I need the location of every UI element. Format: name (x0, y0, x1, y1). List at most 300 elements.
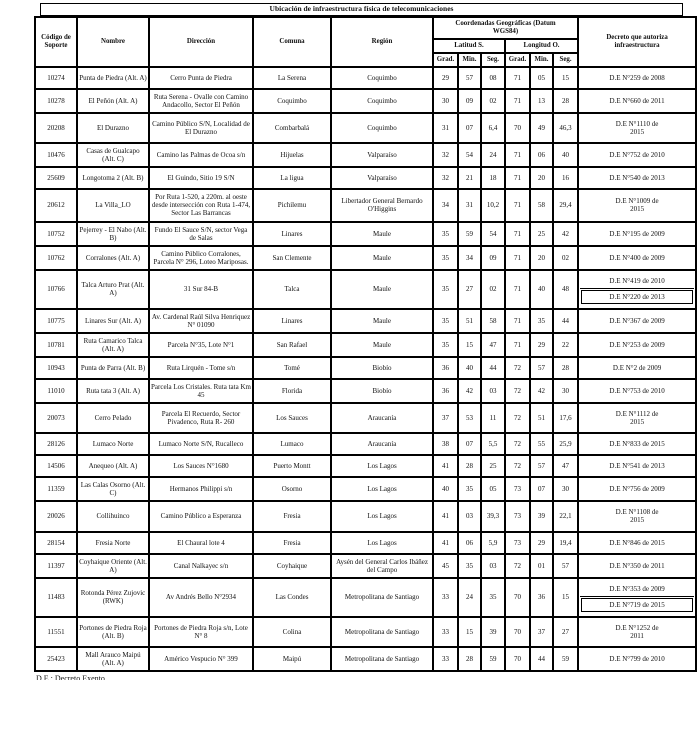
cell-comuna: Coquimbo (253, 89, 331, 113)
cell-latitud-seg: 02 (481, 270, 505, 309)
cell-decreto (578, 433, 696, 455)
table-row (35, 379, 696, 403)
cell-latitud-grad: 33 (433, 647, 458, 671)
cell-nombre: El Durazno (77, 113, 149, 143)
cell-longitud-grad: 72 (505, 403, 530, 433)
decreto-entry (580, 652, 694, 666)
cell-region: Los Lagos (331, 532, 433, 554)
cell-comuna: Coyhaique (253, 554, 331, 578)
cell-longitud-seg: 47 (553, 455, 578, 477)
table-row (35, 333, 696, 357)
decreto-entry (580, 437, 694, 451)
decreto-text: D.E N°846 de 2015 (609, 538, 665, 547)
decreto-entry (580, 505, 694, 527)
footnote (36, 674, 695, 680)
cell-longitud-grad: 72 (505, 455, 530, 477)
cell-decreto (578, 379, 696, 403)
cell-codigo: 28154 (35, 532, 77, 554)
cell-codigo: 25609 (35, 167, 77, 189)
cell-comuna: Maipú (253, 647, 331, 671)
cell-direccion: Fundo El Sauce S/N, sector Vega de Salas (149, 222, 253, 246)
cell-decreto (578, 647, 696, 671)
cell-nombre: El Peñón (Alt. A) (77, 89, 149, 113)
decreto-entry (580, 384, 694, 398)
cell-longitud-grad: 71 (505, 89, 530, 113)
cell-longitud-seg: 59 (553, 647, 578, 671)
cell-direccion: Camino Público S/N, Localidad de El Durazno (149, 113, 253, 143)
cell-direccion: Américo Vespucio N° 399 (149, 647, 253, 671)
cell-direccion: Camino las Palmas de Ocoa s/n (149, 143, 253, 167)
cell-latitud-seg: 08 (481, 67, 505, 89)
cell-latitud-seg: 58 (481, 309, 505, 333)
cell-latitud-seg: 54 (481, 222, 505, 246)
cell-codigo: 10476 (35, 143, 77, 167)
cell-longitud-seg: 40 (553, 143, 578, 167)
decreto-entry (580, 171, 694, 185)
cell-codigo: 10775 (35, 309, 77, 333)
cell-longitud-grad: 72 (505, 433, 530, 455)
cell-nombre: Lumaco Norte (77, 433, 149, 455)
cell-longitud-grad: 71 (505, 189, 530, 221)
cell-longitud-seg: 22,1 (553, 501, 578, 531)
cell-region: Maule (331, 246, 433, 270)
cell-longitud-grad: 73 (505, 477, 530, 501)
cell-longitud-min: 05 (530, 67, 553, 89)
cell-codigo: 20073 (35, 403, 77, 433)
cell-codigo: 10766 (35, 270, 77, 309)
cell-direccion: Canal Nalkayec s/n (149, 554, 253, 578)
cell-region: Valparaíso (331, 167, 433, 189)
cell-decreto (578, 403, 696, 433)
cell-longitud-grad: 71 (505, 270, 530, 309)
decreto-text: D.E N°350 de 2011 (609, 561, 665, 570)
cell-direccion: Lumaco Norte S/N, Rucalleco (149, 433, 253, 455)
cell-latitud-seg: 35 (481, 578, 505, 617)
cell-latitud-min: 15 (458, 617, 481, 647)
cell-latitud-grad: 35 (433, 333, 458, 357)
cell-nombre: Punta de Piedra (Alt. A) (77, 67, 149, 89)
cell-region: Maule (331, 309, 433, 333)
cell-comuna: Combarbalá (253, 113, 331, 143)
col-header-region (331, 17, 433, 67)
cell-decreto (578, 554, 696, 578)
cell-region: Maule (331, 222, 433, 246)
cell-direccion: Ruta Serena - Ovalle con Camino Andacollo, Sector El Peñón (149, 89, 253, 113)
cell-comuna: Linares (253, 222, 331, 246)
cell-decreto (578, 309, 696, 333)
cell-codigo: 10278 (35, 89, 77, 113)
cell-longitud-min: 20 (530, 167, 553, 189)
header-row-main (35, 17, 696, 39)
cell-direccion: El Guindo, Sitio 19 S/N (149, 167, 253, 189)
cell-nombre: La Villa_LO (77, 189, 149, 221)
cell-latitud-min: 24 (458, 578, 481, 617)
col-header-lat-seg: Seg. (481, 53, 505, 67)
cell-codigo: 14506 (35, 455, 77, 477)
cell-nombre: Ruta Camarico Talca (Alt. A) (77, 333, 149, 357)
cell-nombre: Talca Arturo Prat (Alt. A) (77, 270, 149, 309)
decreto-text: D.E N°353 de 2009 (609, 584, 665, 593)
table-row (35, 167, 696, 189)
cell-latitud-grad: 35 (433, 246, 458, 270)
cell-latitud-grad: 35 (433, 270, 458, 309)
col-header-codigo (35, 17, 77, 67)
cell-longitud-min: 13 (530, 89, 553, 113)
table-title: Ubicación de infraestructura física de telecomunicaciones (40, 3, 683, 16)
cell-longitud-grad: 71 (505, 222, 530, 246)
decreto-entry (581, 290, 693, 304)
cell-nombre: Cerro Pelado (77, 403, 149, 433)
col-header-coordenadas (433, 17, 578, 39)
cell-direccion: Los Sauces N°1680 (149, 455, 253, 477)
cell-latitud-min: 28 (458, 455, 481, 477)
cell-nombre: Longotoma 2 (Alt. B) (77, 167, 149, 189)
cell-latitud-grad: 41 (433, 532, 458, 554)
cell-latitud-grad: 32 (433, 143, 458, 167)
cell-latitud-seg: 59 (481, 647, 505, 671)
cell-latitud-grad: 41 (433, 455, 458, 477)
decreto-entry (580, 194, 694, 216)
cell-comuna: Fresia (253, 501, 331, 531)
col-header-lat-grad: Grad. (433, 53, 458, 67)
cell-comuna: Las Condes (253, 578, 331, 617)
cell-codigo: 20026 (35, 501, 77, 531)
decreto-text: D.E N°367 de 2009 (609, 316, 665, 325)
decreto-text: D.E N°195 de 2009 (609, 229, 665, 238)
decreto-entry (580, 117, 694, 139)
cell-codigo: 20208 (35, 113, 77, 143)
cell-region: Los Lagos (331, 501, 433, 531)
cell-nombre: Punta de Parra (Alt. B) (77, 357, 149, 379)
cell-latitud-seg: 10,2 (481, 189, 505, 221)
cell-latitud-min: 35 (458, 477, 481, 501)
cell-latitud-seg: 09 (481, 246, 505, 270)
cell-comuna: Los Sauces (253, 403, 331, 433)
table-row (35, 67, 696, 89)
cell-nombre: Portones de Piedra Roja (Alt. B) (77, 617, 149, 647)
cell-comuna: Talca (253, 270, 331, 309)
cell-latitud-grad: 33 (433, 578, 458, 617)
cell-direccion: Cerro Punta de Piedra (149, 67, 253, 89)
col-header-longitud: Longitud O. (505, 39, 578, 53)
col-header-lon-seg: Seg. (553, 53, 578, 67)
decreto-entry (580, 274, 694, 289)
decreto-text: D.E N°541 de 2013 (609, 462, 665, 471)
document-page (34, 3, 695, 680)
cell-region: Araucanía (331, 403, 433, 433)
cell-latitud-seg: 5,5 (481, 433, 505, 455)
cell-latitud-grad: 34 (433, 189, 458, 221)
cell-longitud-min: 57 (530, 455, 553, 477)
cell-latitud-min: 28 (458, 647, 481, 671)
cell-region: Coquimbo (331, 67, 433, 89)
cell-longitud-grad: 71 (505, 246, 530, 270)
cell-longitud-grad: 71 (505, 143, 530, 167)
cell-latitud-min: 03 (458, 501, 481, 531)
cell-comuna: Florida (253, 379, 331, 403)
col-header-comuna (253, 17, 331, 67)
table-row (35, 532, 696, 554)
cell-latitud-min: 15 (458, 333, 481, 357)
decreto-entry (580, 407, 694, 429)
cell-longitud-grad: 70 (505, 578, 530, 617)
col-header-lat-min: Min. (458, 53, 481, 67)
cell-latitud-grad: 31 (433, 113, 458, 143)
cell-longitud-min: 55 (530, 433, 553, 455)
cell-latitud-min: 57 (458, 67, 481, 89)
cell-longitud-seg: 57 (553, 554, 578, 578)
cell-direccion: Av Andrés Bello N°2934 (149, 578, 253, 617)
cell-latitud-grad: 35 (433, 222, 458, 246)
cell-decreto (578, 246, 696, 270)
cell-decreto (578, 617, 696, 647)
decreto-entry (580, 559, 694, 573)
cell-longitud-min: 58 (530, 189, 553, 221)
cell-latitud-seg: 39 (481, 617, 505, 647)
cell-latitud-seg: 44 (481, 357, 505, 379)
cell-latitud-seg: 24 (481, 143, 505, 167)
cell-longitud-seg: 44 (553, 309, 578, 333)
table-row (35, 89, 696, 113)
cell-direccion: Ruta Lirquén - Tome s/n (149, 357, 253, 379)
cell-codigo: 11397 (35, 554, 77, 578)
cell-latitud-grad: 45 (433, 554, 458, 578)
cell-nombre: Ruta tata 3 (Alt. A) (77, 379, 149, 403)
cell-latitud-seg: 5,9 (481, 532, 505, 554)
cell-latitud-seg: 03 (481, 554, 505, 578)
decreto-entry (580, 94, 694, 108)
cell-latitud-grad: 37 (433, 403, 458, 433)
cell-decreto (578, 501, 696, 531)
col-header-codigo-label: Código de Soporte (41, 34, 71, 50)
cell-region: Metropolitana de Santiago (331, 578, 433, 617)
cell-latitud-min: 40 (458, 357, 481, 379)
cell-direccion: Av. Cardenal Raúl Silva Henriquez N° 01090 (149, 309, 253, 333)
cell-longitud-min: 06 (530, 143, 553, 167)
cell-longitud-grad: 72 (505, 379, 530, 403)
cell-longitud-seg: 16 (553, 167, 578, 189)
table-row (35, 270, 696, 309)
decreto-entry (580, 459, 694, 473)
cell-longitud-seg: 29,4 (553, 189, 578, 221)
table-row (35, 501, 696, 531)
cell-longitud-seg: 42 (553, 222, 578, 246)
cell-longitud-seg: 30 (553, 379, 578, 403)
cell-comuna: San Rafael (253, 333, 331, 357)
cell-latitud-grad: 29 (433, 67, 458, 89)
cell-latitud-grad: 35 (433, 309, 458, 333)
table-row (35, 357, 696, 379)
col-header-nombre-label: Nombre (101, 38, 125, 46)
cell-longitud-min: 57 (530, 357, 553, 379)
cell-longitud-min: 51 (530, 403, 553, 433)
cell-latitud-grad: 40 (433, 477, 458, 501)
cell-latitud-seg: 25 (481, 455, 505, 477)
decreto-text: D.E N°753 de 2010 (609, 387, 665, 396)
cell-latitud-min: 53 (458, 403, 481, 433)
cell-latitud-grad: 38 (433, 433, 458, 455)
cell-codigo: 10943 (35, 357, 77, 379)
col-header-coordenadas-label: Coordenadas Geográficas (Datum WGS84) (455, 20, 556, 36)
cell-region: Coquimbo (331, 89, 433, 113)
cell-codigo: 25423 (35, 647, 77, 671)
decreto-text: D.E N°1252 de 2011 (615, 623, 659, 640)
decreto-entry (580, 314, 694, 328)
cell-region: Metropolitana de Santiago (331, 617, 433, 647)
table-row (35, 403, 696, 433)
decreto-entry (580, 251, 694, 265)
cell-longitud-min: 37 (530, 617, 553, 647)
cell-decreto (578, 578, 696, 617)
cell-region: Libertador General Bernardo O'Higgins (331, 189, 433, 221)
cell-longitud-seg: 19,4 (553, 532, 578, 554)
cell-latitud-min: 27 (458, 270, 481, 309)
cell-latitud-min: 31 (458, 189, 481, 221)
cell-latitud-seg: 47 (481, 333, 505, 357)
cell-longitud-grad: 70 (505, 647, 530, 671)
cell-longitud-grad: 71 (505, 309, 530, 333)
table-row (35, 647, 696, 671)
decreto-entry (580, 582, 694, 597)
cell-comuna: Puerto Montt (253, 455, 331, 477)
cell-latitud-seg: 6,4 (481, 113, 505, 143)
cell-region: Los Lagos (331, 477, 433, 501)
cell-codigo: 11010 (35, 379, 77, 403)
cell-latitud-grad: 32 (433, 167, 458, 189)
cell-longitud-seg: 28 (553, 357, 578, 379)
decreto-text: D.E N°833 de 2015 (609, 440, 665, 449)
cell-latitud-seg: 18 (481, 167, 505, 189)
cell-latitud-seg: 05 (481, 477, 505, 501)
cell-longitud-grad: 71 (505, 333, 530, 357)
table-row (35, 433, 696, 455)
cell-latitud-seg: 39,3 (481, 501, 505, 531)
table-row (35, 143, 696, 167)
decreto-text: D.E N°756 de 2009 (609, 485, 665, 494)
col-header-direccion (149, 17, 253, 67)
decreto-entry (580, 71, 694, 85)
cell-longitud-grad: 72 (505, 357, 530, 379)
cell-codigo: 10762 (35, 246, 77, 270)
cell-direccion: El Chaural lote 4 (149, 532, 253, 554)
cell-codigo: 10781 (35, 333, 77, 357)
cell-longitud-min: 25 (530, 222, 553, 246)
col-header-comuna-label: Comuna (279, 38, 305, 46)
cell-longitud-min: 35 (530, 309, 553, 333)
cell-longitud-seg: 48 (553, 270, 578, 309)
cell-direccion: 31 Sur 84-B (149, 270, 253, 309)
cell-comuna: Lumaco (253, 433, 331, 455)
cell-latitud-seg: 11 (481, 403, 505, 433)
cell-region: Maule (331, 270, 433, 309)
cell-longitud-grad: 70 (505, 113, 530, 143)
cell-direccion: Portones de Piedra Roja s/n, Lote N° 8 (149, 617, 253, 647)
col-header-decreto (578, 17, 696, 67)
table-row (35, 309, 696, 333)
cell-nombre: Corralones (Alt. A) (77, 246, 149, 270)
decreto-text: D.E N°1009 de 2015 (615, 197, 659, 214)
cell-longitud-seg: 27 (553, 617, 578, 647)
cell-latitud-grad: 36 (433, 357, 458, 379)
decreto-text: D.E N°259 de 2008 (609, 74, 665, 82)
cell-direccion: Parcela Los Cristales. Ruta tata Km 45 (149, 379, 253, 403)
cell-latitud-seg: 02 (481, 89, 505, 113)
cell-latitud-grad: 36 (433, 379, 458, 403)
cell-longitud-grad: 71 (505, 67, 530, 89)
cell-decreto (578, 89, 696, 113)
cell-longitud-min: 20 (530, 246, 553, 270)
cell-nombre: Anequeo (Alt. A) (77, 455, 149, 477)
table-row (35, 189, 696, 221)
cell-region: Aysén del General Carlos Ibáñez del Campo (331, 554, 433, 578)
cell-longitud-min: 36 (530, 578, 553, 617)
cell-latitud-min: 07 (458, 113, 481, 143)
cell-longitud-seg: 22 (553, 333, 578, 357)
cell-decreto (578, 113, 696, 143)
cell-decreto (578, 143, 696, 167)
cell-comuna: Hijuelas (253, 143, 331, 167)
cell-decreto (578, 167, 696, 189)
table-row (35, 578, 696, 617)
cell-nombre: Coyhaique Oriente (Alt. A) (77, 554, 149, 578)
decreto-entry (580, 482, 694, 496)
cell-region: Biobío (331, 379, 433, 403)
cell-longitud-grad: 70 (505, 617, 530, 647)
cell-latitud-min: 35 (458, 554, 481, 578)
col-header-nombre (77, 17, 149, 67)
cell-latitud-min: 07 (458, 433, 481, 455)
decreto-text: D.E N°719 de 2015 (609, 600, 665, 609)
decreto-text: D.E N°253 de 2009 (609, 340, 665, 349)
cell-longitud-min: 07 (530, 477, 553, 501)
cell-longitud-min: 39 (530, 501, 553, 531)
cell-longitud-seg: 02 (553, 246, 578, 270)
cell-nombre: Linares Sur (Alt. A) (77, 309, 149, 333)
decreto-text: D.E N°1110 de 2015 (615, 120, 659, 137)
cell-comuna: Osorno (253, 477, 331, 501)
decreto-text: D.E N°220 de 2013 (609, 292, 665, 301)
cell-latitud-min: 09 (458, 89, 481, 113)
cell-region: Maule (331, 333, 433, 357)
decreto-text: D.E N°752 de 2010 (609, 151, 665, 160)
cell-latitud-min: 21 (458, 167, 481, 189)
cell-comuna: La Serena (253, 67, 331, 89)
cell-region: Los Lagos (331, 455, 433, 477)
cell-latitud-min: 06 (458, 532, 481, 554)
cell-codigo: 20612 (35, 189, 77, 221)
cell-region: Coquimbo (331, 113, 433, 143)
cell-decreto (578, 455, 696, 477)
col-header-lon-grad: Grad. (505, 53, 530, 67)
col-header-latitud: Latitud S. (433, 39, 505, 53)
cell-nombre: Fresia Norte (77, 532, 149, 554)
cell-longitud-min: 01 (530, 554, 553, 578)
table-row (35, 554, 696, 578)
cell-comuna: Colina (253, 617, 331, 647)
cell-codigo: 10274 (35, 67, 77, 89)
cell-region: Valparaíso (331, 143, 433, 167)
cell-region: Metropolitana de Santiago (331, 647, 433, 671)
cell-decreto (578, 189, 696, 221)
decreto-text: D.E N°1112 de 2015 (615, 410, 659, 427)
decreto-entry (580, 621, 694, 643)
cell-longitud-min: 40 (530, 270, 553, 309)
decreto-text: D.E N°540 de 2013 (609, 174, 665, 183)
cell-direccion: Por Ruta 1-520, a 220m. al oeste desde intersección con Ruta 1-474, Sector Las Barrancas (149, 189, 253, 221)
col-header-direccion-label: Dirección (186, 38, 216, 46)
table-row (35, 246, 696, 270)
cell-direccion: Parcela N°35, Lote N°1 (149, 333, 253, 357)
